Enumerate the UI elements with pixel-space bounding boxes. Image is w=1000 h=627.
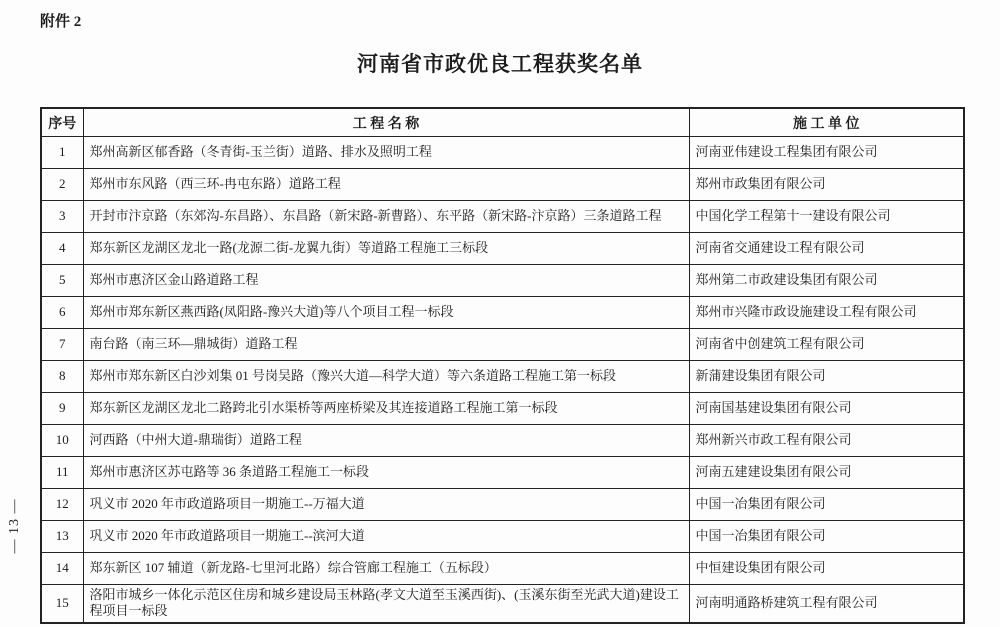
row-number-cell: 13 xyxy=(41,521,83,553)
table-row xyxy=(41,521,964,553)
project-name-cell: 郑州高新区郁香路（冬青街-玉兰街）道路、排水及照明工程 xyxy=(83,137,689,169)
table-row xyxy=(41,361,964,393)
row-number-cell: 5 xyxy=(41,265,83,297)
awards-table xyxy=(40,107,965,624)
table-body xyxy=(41,137,964,623)
project-name-cell: 巩义市 2020 年市政道路项目一期施工--滨河大道 xyxy=(83,521,689,553)
table-row xyxy=(41,233,964,265)
table-row xyxy=(41,169,964,201)
company-cell: 中国一冶集团有限公司 xyxy=(689,489,964,521)
company-cell: 中恒建设集团有限公司 xyxy=(689,553,964,585)
company-cell: 河南亚伟建设工程集团有限公司 xyxy=(689,137,964,169)
header-row xyxy=(41,108,964,137)
table-row xyxy=(41,489,964,521)
project-name-cell: 河西路（中州大道-鼎瑞街）道路工程 xyxy=(83,425,689,457)
row-number-cell: 10 xyxy=(41,425,83,457)
header-seq-number: 序号 xyxy=(41,108,83,137)
project-name-cell: 郑东新区龙湖区龙北二路跨北引水渠桥等两座桥梁及其连接道路工程施工第一标段 xyxy=(83,393,689,425)
project-name-cell: 洛阳市城乡一体化示范区住房和城乡建设局玉林路(孝文大道至玉溪西街)、(玉溪东街至光武大道)建设工程项目一标段 xyxy=(83,585,689,623)
company-cell: 新蒲建设集团有限公司 xyxy=(689,361,964,393)
project-name-cell: 南台路（南三环—鼎城街）道路工程 xyxy=(83,329,689,361)
table-row xyxy=(41,201,964,233)
project-name-cell: 开封市汴京路（东郊沟-东昌路）、东昌路（新宋路-新曹路）、东平路（新宋路-汴京路）三条道路工程 xyxy=(83,201,689,233)
row-number-cell: 14 xyxy=(41,553,83,585)
company-cell: 郑州第二市政建设集团有限公司 xyxy=(689,265,964,297)
row-number-cell: 1 xyxy=(41,137,83,169)
company-cell: 中国化学工程第十一建设有限公司 xyxy=(689,201,964,233)
project-name-cell: 郑州市惠济区金山路道路工程 xyxy=(83,265,689,297)
row-number-cell: 4 xyxy=(41,233,83,265)
page-number: — 13 — xyxy=(7,498,22,554)
table-row xyxy=(41,425,964,457)
project-name-cell: 郑州市郑东新区白沙刘集 01 号岗吴路（豫兴大道—科学大道）等六条道路工程施工第一标段 xyxy=(83,361,689,393)
page-title: 河南省市政优良工程获奖名单 xyxy=(357,52,643,76)
company-cell: 郑州市兴隆市政设施建设工程有限公司 xyxy=(689,297,964,329)
table-row xyxy=(41,457,964,489)
company-cell: 河南国基建设集团有限公司 xyxy=(689,393,964,425)
table-row xyxy=(41,553,964,585)
table-row xyxy=(41,297,964,329)
project-name-cell: 郑州市惠济区苏屯路等 36 条道路工程施工一标段 xyxy=(83,457,689,489)
row-number-cell: 9 xyxy=(41,393,83,425)
company-cell: 郑州新兴市政工程有限公司 xyxy=(689,425,964,457)
row-number-cell: 11 xyxy=(41,457,83,489)
row-number-cell: 6 xyxy=(41,297,83,329)
company-cell: 中国一冶集团有限公司 xyxy=(689,521,964,553)
row-number-cell: 2 xyxy=(41,169,83,201)
project-name-cell: 巩义市 2020 年市政道路项目一期施工--万福大道 xyxy=(83,489,689,521)
company-cell: 河南省交通建设工程有限公司 xyxy=(689,233,964,265)
company-cell: 河南省中创建筑工程有限公司 xyxy=(689,329,964,361)
row-number-cell: 15 xyxy=(41,585,83,623)
company-cell: 郑州市政集团有限公司 xyxy=(689,169,964,201)
table-row xyxy=(41,137,964,169)
project-name-cell: 郑东新区 107 辅道（新龙路-七里河北路）综合管廊工程施工（五标段） xyxy=(83,553,689,585)
company-cell: 河南五建建设集团有限公司 xyxy=(689,457,964,489)
row-number-cell: 3 xyxy=(41,201,83,233)
table-row xyxy=(41,329,964,361)
header-project-name: 工 程 名 称 xyxy=(83,108,689,137)
project-name-cell: 郑州市郑东新区燕西路(凤阳路-豫兴大道)等八个项目工程一标段 xyxy=(83,297,689,329)
table-row xyxy=(41,393,964,425)
header-construction-unit: 施 工 单 位 xyxy=(689,108,964,137)
attachment-label: 附件 2 xyxy=(40,14,82,30)
row-number-cell: 12 xyxy=(41,489,83,521)
company-cell: 河南明通路桥建筑工程有限公司 xyxy=(689,585,964,623)
project-name-cell: 郑州市东风路（西三环-冉屯东路）道路工程 xyxy=(83,169,689,201)
project-name-cell: 郑东新区龙湖区龙北一路(龙源二街-龙翼九街）等道路工程施工三标段 xyxy=(83,233,689,265)
row-number-cell: 8 xyxy=(41,361,83,393)
table-row xyxy=(41,265,964,297)
table-row xyxy=(41,585,964,623)
row-number-cell: 7 xyxy=(41,329,83,361)
